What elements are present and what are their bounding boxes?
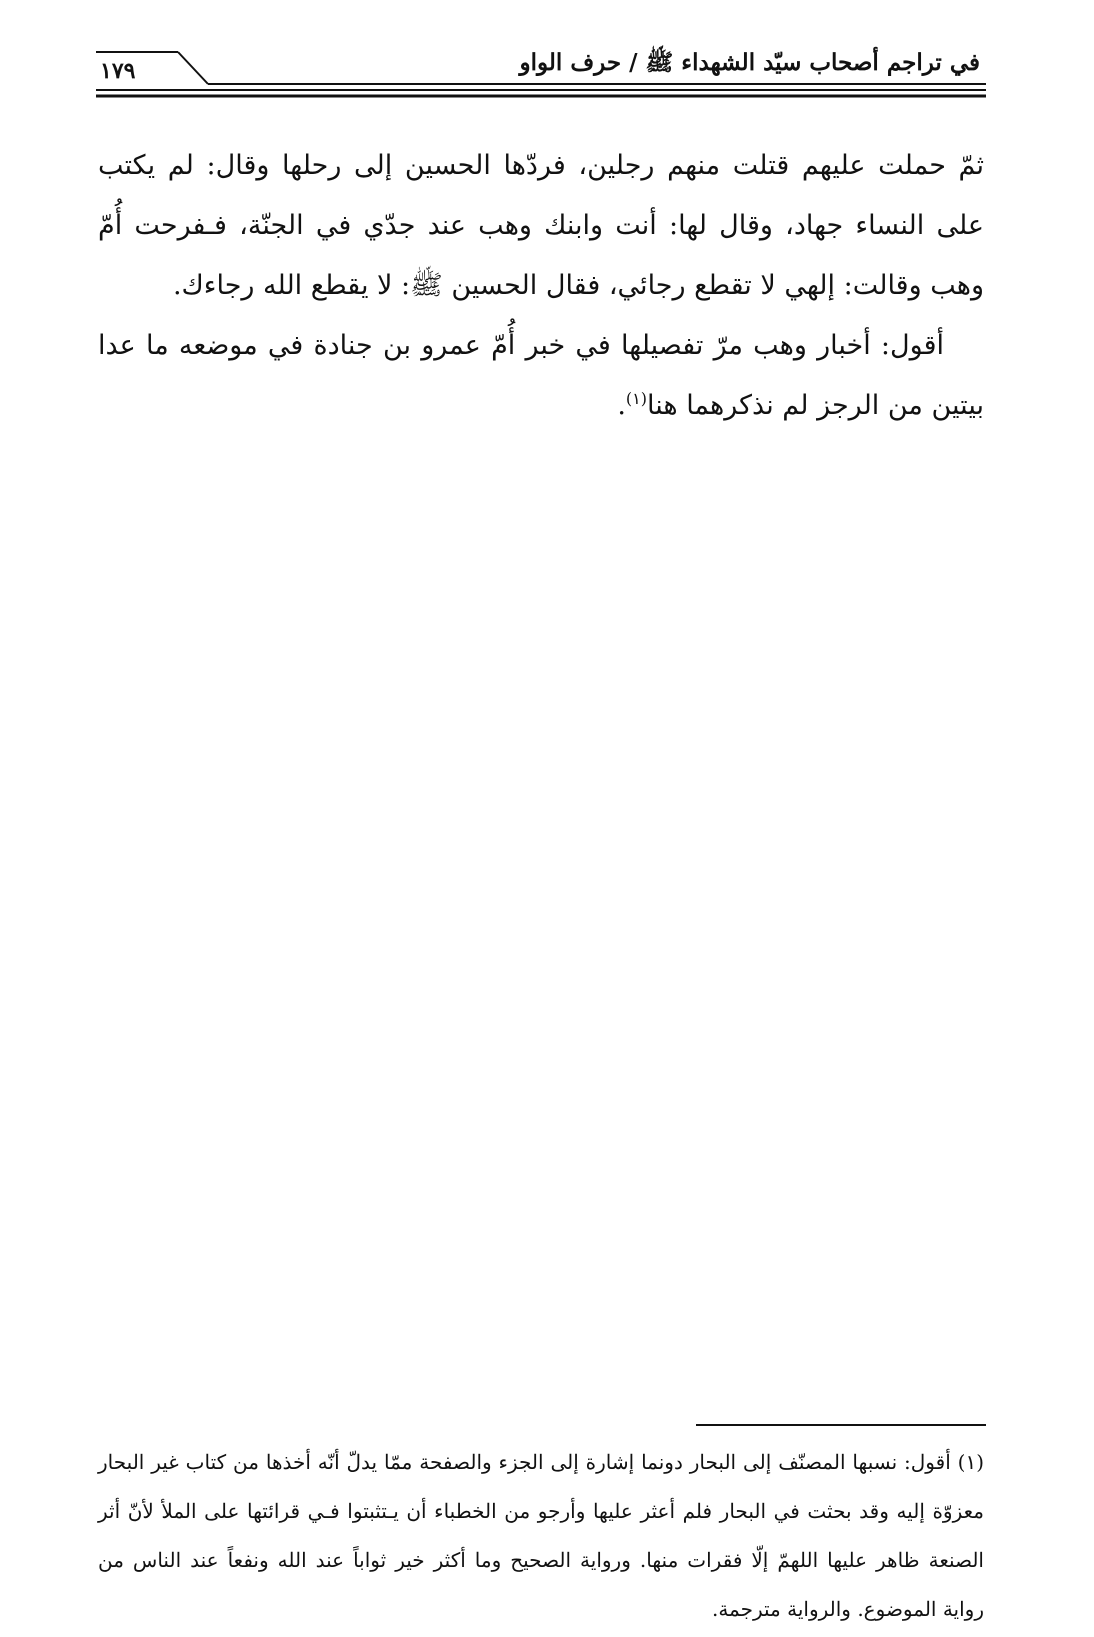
paragraph-text: أقول: أخبار وهب مرّ تفصيلها في خبر أُمّ عمرو بن جنادة في موضعه ما عدا بيتين من الرجز لم نذكرهما هنا [98,330,984,421]
footnote [98,1438,984,1634]
paragraph [98,316,984,436]
main-text [98,136,984,436]
footnote-text: (١) أقول: نسبها المصنّف إلى البحار دونما إشارة إلى الجزء والصفحة ممّا يدلّ أنّه أخذها من كتاب غير البحار معزوّة إليه وقد بحثت في البحار فلم أعثر عليها وأرجو من الخطباء أن يـتثبتوا فـي قرائتها على الملأ لأنّ أثر الصنعة ظاهر عليها اللهمّ إلّا فقرات منها. ورواية الصحيح وما أكثر خير ثواباً عند الله ونفعاً عند الناس من رواية الموضوع. والرواية مترجمة. [98,1450,985,1621]
running-header-title: في تراجم أصحاب سيّد الشهداء ﷺ / حرف الواو [519,49,980,76]
paragraph-end: . [617,390,626,421]
page-header [96,40,986,102]
footnote-reference: (١) [625,389,648,408]
footnote-separator [696,1424,986,1426]
paragraph: ثمّ حملت عليهم قتلت منهم رجلين، فردّها الحسين إلى رحلها وقال: لم يكتب على النساء جهاد، وقال لها: أنت وابنك وهب عند جدّي في الجنّة، فـفرحت أُمّ وهب وقالت: إلهي لا تقطع رجائي، فقال الحسين ﷺ: لا يقطع الله رجاءك. [98,150,984,301]
page-number: ١٧٩ [100,58,136,84]
